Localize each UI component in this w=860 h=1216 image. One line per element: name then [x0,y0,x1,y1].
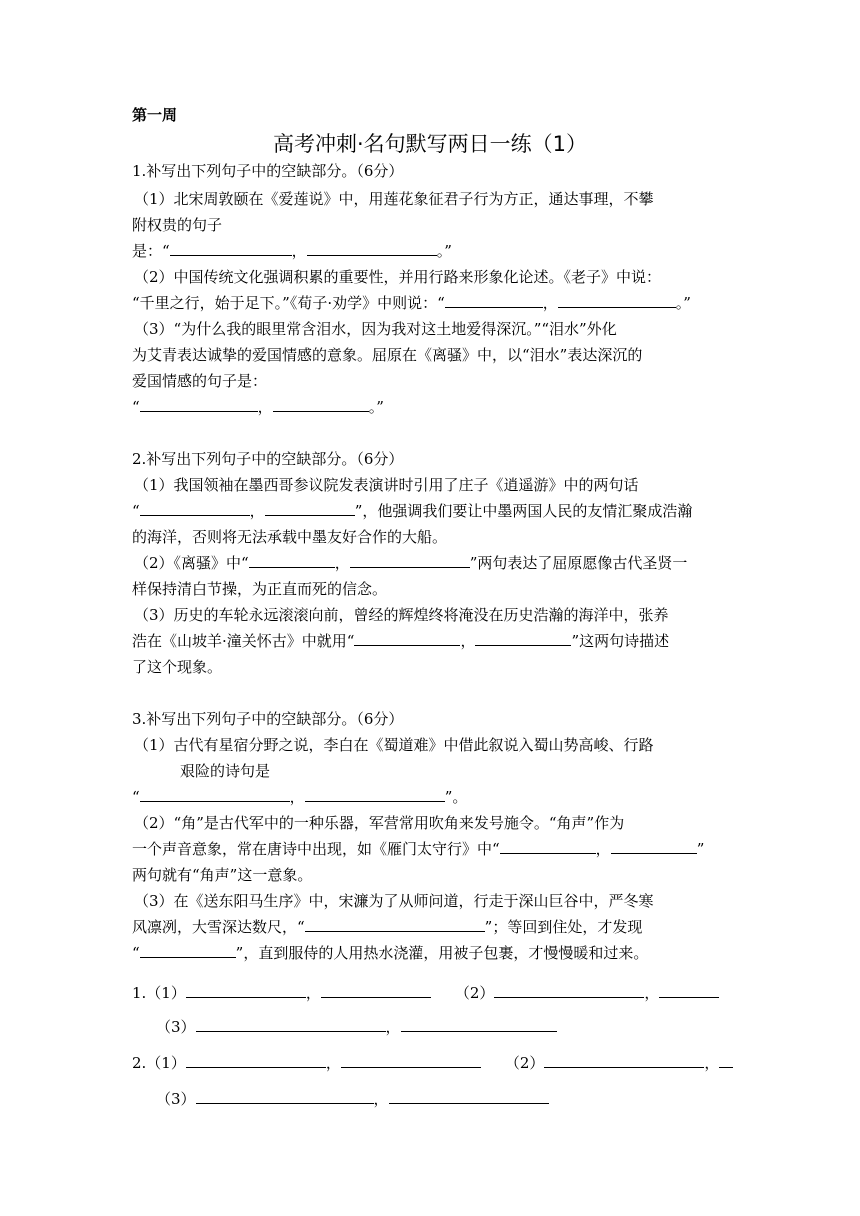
answer-blank [544,1051,704,1068]
answer-blank [186,981,306,998]
answer-blank [500,837,596,854]
answer-blank [273,395,369,412]
q2-item2-line2: 样保持清白节操，为正直而死的信念。 [132,580,388,598]
answer-blank [140,395,258,412]
answer-blank [389,1087,549,1104]
q1-item3-line3: 爱国情感的句子是： [132,372,268,390]
answer-row-2: （3） ， [156,1014,557,1040]
answer-blank [341,1051,481,1068]
q2-item3-line2: 浩在《山坡羊·潼关怀古》中就用“ ， ”这两句诗描述 [132,628,669,654]
answer-blank [196,1015,386,1032]
q3-item2-line1: （2）“角”是古代军中的一种乐器，军营常用吹角来发号施令。“角声”作为 [134,814,625,832]
answer-blank [494,981,644,998]
q1-item2-line1: （2）中国传统文化强调积累的重要性，并用行路来形象化论述。《老子》中说： [134,268,662,286]
answer-blank [401,1015,557,1032]
answer-blank [719,1051,733,1068]
week-label: 第一周 [132,106,178,124]
answer-blank [265,499,355,516]
answer-blank [140,785,290,802]
q1-heading: 1.补写出下列句子中的空缺部分。（6分） [132,162,404,180]
q3-item1-line2: 艰险的诗句是 [180,762,271,780]
answer-blank [445,291,543,308]
q2-item1-line2: “ ， ”，他强调我们要让中墨两国人民的友情汇聚成浩瀚 [132,498,692,524]
answer-blank [307,239,437,256]
q3-item1-line1: （1）古代有星宿分野之说，李白在《蜀道难》中借此叙说入蜀山势高峻、行路 [134,736,654,754]
answer-blank [475,629,571,646]
q3-item3-line2: 风凛冽，大雪深达数尺，“ ”；等回到住处，才发现 [132,914,642,940]
q2-item1-line3: 的海洋，否则将无法承载中墨友好合作的大船。 [132,528,448,546]
q1-item1-line1: （1）北宋周敦颐在《爱莲说》中，用莲花象征君子行为方正，通达事理，不攀 [134,190,654,208]
answer-blank [140,941,236,958]
answer-row-1: 1.（1） ， （2） ， [132,980,719,1006]
q3-item1-line3: “ ， ”。 [132,784,467,810]
q1-item3-line2: 为艾青表达诚挚的爱国情感的意象。屈原在《离骚》中，以“泪水”表达深沉的 [132,346,643,364]
answer-blank [558,291,676,308]
q1-item1-line3: 是：“ ， 。” [132,238,452,264]
answer-blank [611,837,697,854]
answer-blank [140,499,250,516]
answer-blank [186,1051,326,1068]
answer-row-4: （3） ， [156,1086,549,1112]
q3-item2-line2: 一个声音意象，常在唐诗中出现，如《雁门太守行》中“ ， ” [132,836,704,862]
answer-blank [350,551,470,568]
q3-item3-line3: “ ”，直到服侍的人用热水浇灌，用被子包裹，才慢慢暖和过来。 [132,940,648,966]
answer-blank [305,785,445,802]
q1-item1-line2: 附权贵的句子 [132,216,223,234]
answer-blank [249,551,335,568]
q2-item3-line3: 了这个现象。 [132,658,223,676]
answer-blank [305,915,485,932]
answer-blank [196,1087,374,1104]
q2-item2-line1: （2）《离骚》中“ ， ”两句表达了屈原愿像古代圣贤一 [134,550,687,576]
q1-item3-line4: “ ， 。” [132,394,384,420]
answer-row-3: 2.（1） ， （2） ， [132,1050,733,1076]
q1-item2-line2: “千里之行，始于足下。”《荀子·劝学》中则说：“ ， 。” [132,290,691,316]
q3-heading: 3.补写出下列句子中的空缺部分。（6分） [132,710,404,728]
q1-item3-line1: （3）“为什么我的眼里常含泪水，因为我对这土地爱得深沉。”“泪水”外化 [134,320,617,338]
answer-blank [659,981,719,998]
answer-blank [170,239,292,256]
answer-blank [354,629,460,646]
q3-item3-line1: （3）在《送东阳马生序》中，宋濂为了从师问道，行走于深山巨谷中，严冬寒 [134,892,654,910]
q2-heading: 2.补写出下列句子中的空缺部分。（6分） [132,450,404,468]
answer-blank [321,981,431,998]
q2-item1-line1: （1）我国领袖在墨西哥参议院发表演讲时引用了庄子《逍遥游》中的两句话 [134,476,639,494]
q3-item2-line3: 两句就有“角声”这一意象。 [132,866,313,884]
q2-item3-line1: （3）历史的车轮永远滚滚向前，曾经的辉煌终将淹没在历史浩瀚的海洋中，张养 [134,606,669,624]
page-title: 高考冲刺·名句默写两日一练（1） [272,132,588,156]
